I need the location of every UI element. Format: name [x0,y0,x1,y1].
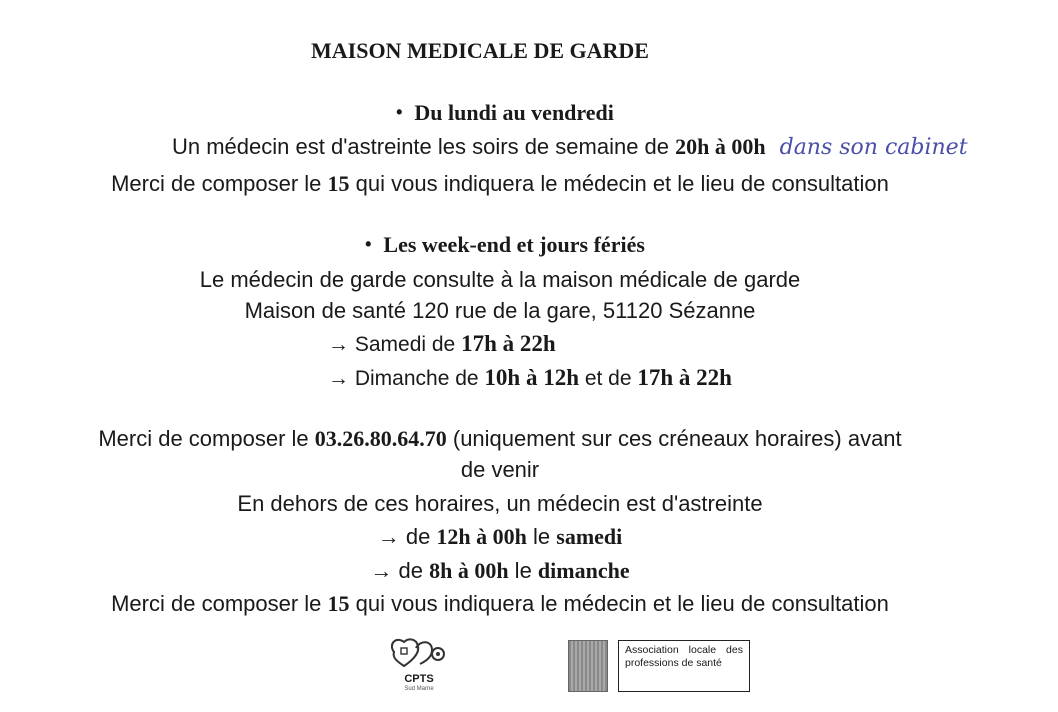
association-box: Association locale des professions de santé [618,640,750,692]
weekday-number: 15 [327,171,350,196]
contact-sun-pre: → de [370,558,430,583]
association-photo [568,640,608,692]
weekday-line-1-text: Un médecin est d'astreinte les soirs de semaine de [172,134,676,159]
contact-final-pre: Merci de composer le [111,591,328,616]
cpts-heart-icon [386,634,452,670]
contact-line-1-pre: Merci de composer le [98,426,315,451]
weekday-line-2-pre: Merci de composer le [111,171,328,196]
sunday-hours-2: 17h à 22h [637,365,732,390]
contact-line-1-post: (uniquement sur ces créneaux horaires) avant [446,426,902,451]
sunday-hours-1: 10h à 12h [484,365,579,390]
contact-line-1 [0,425,1000,453]
weekday-heading [0,100,1010,126]
contact-final-line [0,590,1000,618]
weekday-line-1 [0,133,1058,162]
weekend-sunday [328,364,732,393]
saturday-pre: → Samedi de [328,333,462,356]
weekday-hours: 20h à 00h [675,134,766,159]
contact-sat-hours: 12h à 00h [436,524,527,549]
sunday-mid: et de [579,367,638,390]
contact-sun-day: dimanche [537,558,630,583]
phone-number: 03.26.80.64.70 [314,426,447,451]
contact-sat-day: samedi [556,524,623,549]
handwritten-note: dans son cabinet [779,135,968,160]
bullet-icon: • [365,234,372,254]
contact-final-post: qui vous indiquera le médecin et le lieu de consultation [349,591,889,616]
cpts-logo [386,634,452,690]
contact-sunday [0,557,1000,585]
contact-sat-pre: → de [377,524,437,549]
weekend-line-2: Maison de santé 120 rue de la gare, 51120 Sézanne [244,298,756,323]
weekday-heading-text: Du lundi au vendredi [414,100,614,125]
contact-final-number: 15 [327,591,350,616]
weekday-line-2 [0,170,1000,198]
contact-line-2: de venir [460,457,540,482]
weekend-line-1: Le médecin de garde consulte à la maison médicale de garde [199,267,801,292]
weekend-saturday [328,330,556,359]
sunday-pre: → Dimanche de [328,367,485,390]
contact-sun-mid: le [508,558,538,583]
weekend-heading-text: Les week-end et jours fériés [383,232,645,257]
cpts-sub: Sud Marne [404,686,434,692]
contact-sat-mid: le [526,524,557,549]
saturday-hours: 17h à 22h [461,331,556,356]
contact-line-3: En dehors de ces horaires, un médecin est d'astreinte [237,491,763,516]
page-title: MAISON MEDICALE DE GARDE [311,38,649,63]
bullet-icon: • [396,102,403,122]
contact-saturday [0,523,1000,551]
cpts-label: CPTS [404,673,434,685]
weekend-heading [0,232,1010,258]
weekday-line-2-post: qui vous indiquera le médecin et le lieu de consultation [349,171,889,196]
contact-sun-hours: 8h à 00h [429,558,509,583]
